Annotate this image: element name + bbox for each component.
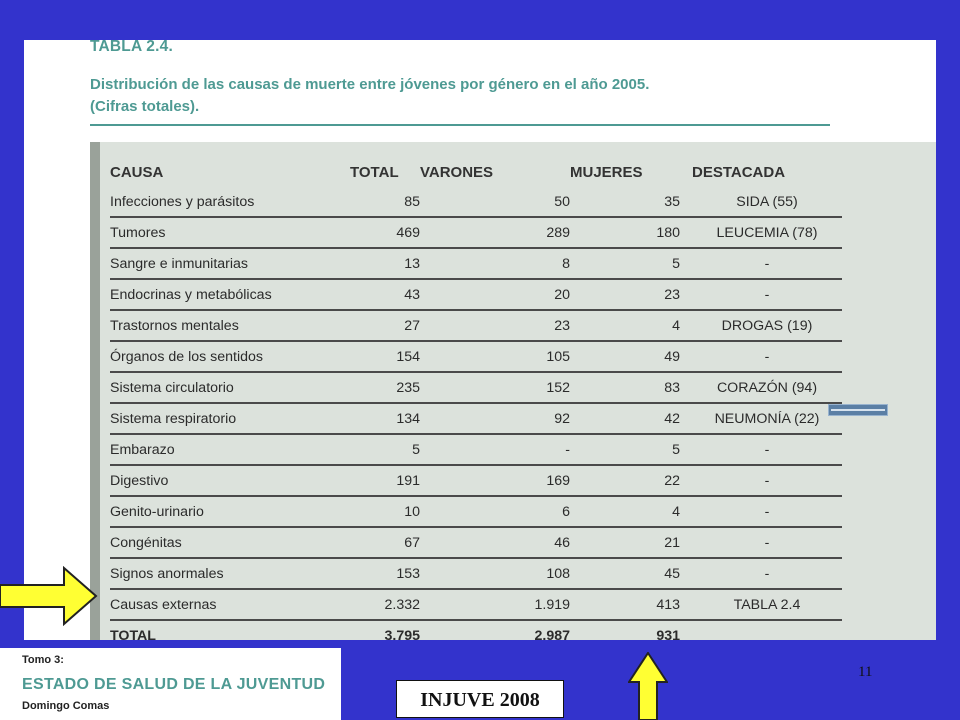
cell-total: 43: [350, 279, 420, 310]
total-cell-destacada: [680, 620, 842, 640]
total-cell-total: 3.795: [350, 620, 420, 640]
table-row: [110, 341, 842, 372]
cell-causa: Órganos de los sentidos: [110, 341, 350, 372]
cell-destacada: TABLA 2.4: [680, 589, 842, 620]
cell-varones: 108: [420, 558, 570, 589]
book-cover-strip: [0, 648, 341, 720]
table-row: [110, 496, 842, 527]
cell-causa: Endocrinas y metabólicas: [110, 279, 350, 310]
cell-total: 191: [350, 465, 420, 496]
cell-destacada: -: [680, 341, 842, 372]
table-row: [110, 372, 842, 403]
cell-varones: 50: [554, 193, 570, 210]
cell-mujeres: 413: [570, 589, 680, 620]
table-row: [110, 465, 842, 496]
cell-mujeres: 42: [570, 403, 680, 434]
cell-varones: 1.919: [420, 589, 570, 620]
table-caption: [90, 74, 810, 118]
page-number: 11: [858, 664, 873, 680]
cell-causa: Congénitas: [110, 527, 350, 558]
cell-varones: 152: [420, 372, 570, 403]
cell-mujeres: 4: [570, 310, 680, 341]
cell-destacada: -: [680, 465, 842, 496]
col-header-total: TOTAL: [350, 164, 399, 181]
table-row: [110, 434, 842, 465]
cell-total: 10: [350, 496, 420, 527]
cell-mujeres: 49: [570, 341, 680, 372]
table-row: [110, 187, 842, 217]
cell-destacada: LEUCEMIA (78): [680, 217, 842, 248]
cell-varones: 289: [420, 217, 570, 248]
table-row: [110, 279, 842, 310]
cell-mujeres: 22: [570, 465, 680, 496]
caption-divider: [90, 124, 830, 126]
col-header-varones: VARONES: [420, 164, 494, 181]
cell-destacada: NEUMONÍA (22): [680, 403, 842, 434]
book-volume: Tomo 3:: [22, 654, 64, 666]
cell-varones: 6: [420, 496, 570, 527]
cell-destacada: -: [680, 434, 842, 465]
cell-mujeres: 5: [570, 434, 680, 465]
total-cell-varones: 2.987: [420, 620, 570, 640]
cell-causa: Trastornos mentales: [110, 310, 350, 341]
cell-mujeres: 180: [570, 217, 680, 248]
cell-total: 85: [404, 193, 420, 210]
cell-destacada: -: [680, 527, 842, 558]
table-header-row: [110, 158, 842, 187]
cell-destacada: -: [680, 279, 842, 310]
cell-causa: Embarazo: [110, 434, 350, 465]
book-title: ESTADO DE SALUD DE LA JUVENTUD: [22, 676, 326, 693]
table-id: TABLA 2.4.: [90, 40, 173, 55]
table-row: [110, 589, 842, 620]
cell-total: 5: [350, 434, 420, 465]
table-row: [110, 248, 842, 279]
cell-causa: Sistema respiratorio: [110, 403, 350, 434]
col-header-causa: CAUSA: [110, 164, 164, 181]
table-row: [110, 310, 842, 341]
cell-mujeres: 83: [570, 372, 680, 403]
source-label: INJUVE 2008: [396, 680, 564, 718]
table-row: [110, 403, 842, 434]
cell-total: 27: [350, 310, 420, 341]
cell-varones: 169: [420, 465, 570, 496]
cell-mujeres: 45: [570, 558, 680, 589]
cell-total: 134: [350, 403, 420, 434]
cell-causa: Infecciones y parásitos: [110, 193, 255, 210]
table-row: [110, 527, 842, 558]
arrow-right-icon: [0, 566, 98, 626]
cell-total: 154: [350, 341, 420, 372]
cell-varones: 23: [420, 310, 570, 341]
cell-causa: Sangre e inmunitarias: [110, 248, 350, 279]
table-row: [110, 558, 842, 589]
cell-mujeres: 21: [570, 527, 680, 558]
cell-total: 67: [350, 527, 420, 558]
total-cell-causa: TOTAL: [110, 620, 350, 640]
cell-total: 2.332: [350, 589, 420, 620]
caption-line-1: Distribución de las causas de muerte entre jóvenes por género en el año 2005.: [90, 76, 650, 93]
col-header-mujeres: MUJERES: [570, 164, 643, 181]
cell-varones: 105: [420, 341, 570, 372]
cell-causa: Tumores: [110, 217, 350, 248]
cell-mujeres: 35: [664, 193, 680, 210]
table-total-row: [110, 620, 842, 640]
cell-varones: 46: [420, 527, 570, 558]
cell-destacada: -: [680, 496, 842, 527]
total-cell-mujeres: 931: [570, 620, 680, 640]
cell-causa: Digestivo: [110, 465, 350, 496]
cell-mujeres: 23: [570, 279, 680, 310]
caption-line-2: (Cifras totales).: [90, 98, 200, 115]
cell-destacada: -: [680, 248, 842, 279]
cell-destacada: DROGAS (19): [680, 310, 842, 341]
cell-mujeres: 4: [570, 496, 680, 527]
cell-varones: 20: [420, 279, 570, 310]
cell-causa: Signos anormales: [110, 558, 350, 589]
slide-document: [24, 40, 936, 640]
cell-mujeres: 5: [570, 248, 680, 279]
highlight-marker: [828, 404, 888, 416]
table-body: [110, 187, 842, 640]
cell-destacada: CORAZÓN (94): [680, 372, 842, 403]
cell-varones: 92: [420, 403, 570, 434]
arrow-up-icon: [628, 652, 668, 720]
cell-destacada: SIDA (55): [736, 193, 798, 210]
cell-varones: 8: [420, 248, 570, 279]
cell-total: 235: [350, 372, 420, 403]
cell-total: 469: [350, 217, 420, 248]
cell-varones: -: [420, 434, 570, 465]
cell-total: 13: [350, 248, 420, 279]
col-header-destacada: DESTACADA: [692, 164, 786, 181]
cell-total: 153: [350, 558, 420, 589]
cell-causa: Sistema circulatorio: [110, 372, 350, 403]
book-author: Domingo Comas: [22, 700, 110, 712]
cell-causa: Causas externas: [110, 589, 350, 620]
cell-destacada: -: [680, 558, 842, 589]
table-row: [110, 217, 842, 248]
causes-table: [110, 158, 842, 640]
cell-causa: Genito-urinario: [110, 496, 350, 527]
